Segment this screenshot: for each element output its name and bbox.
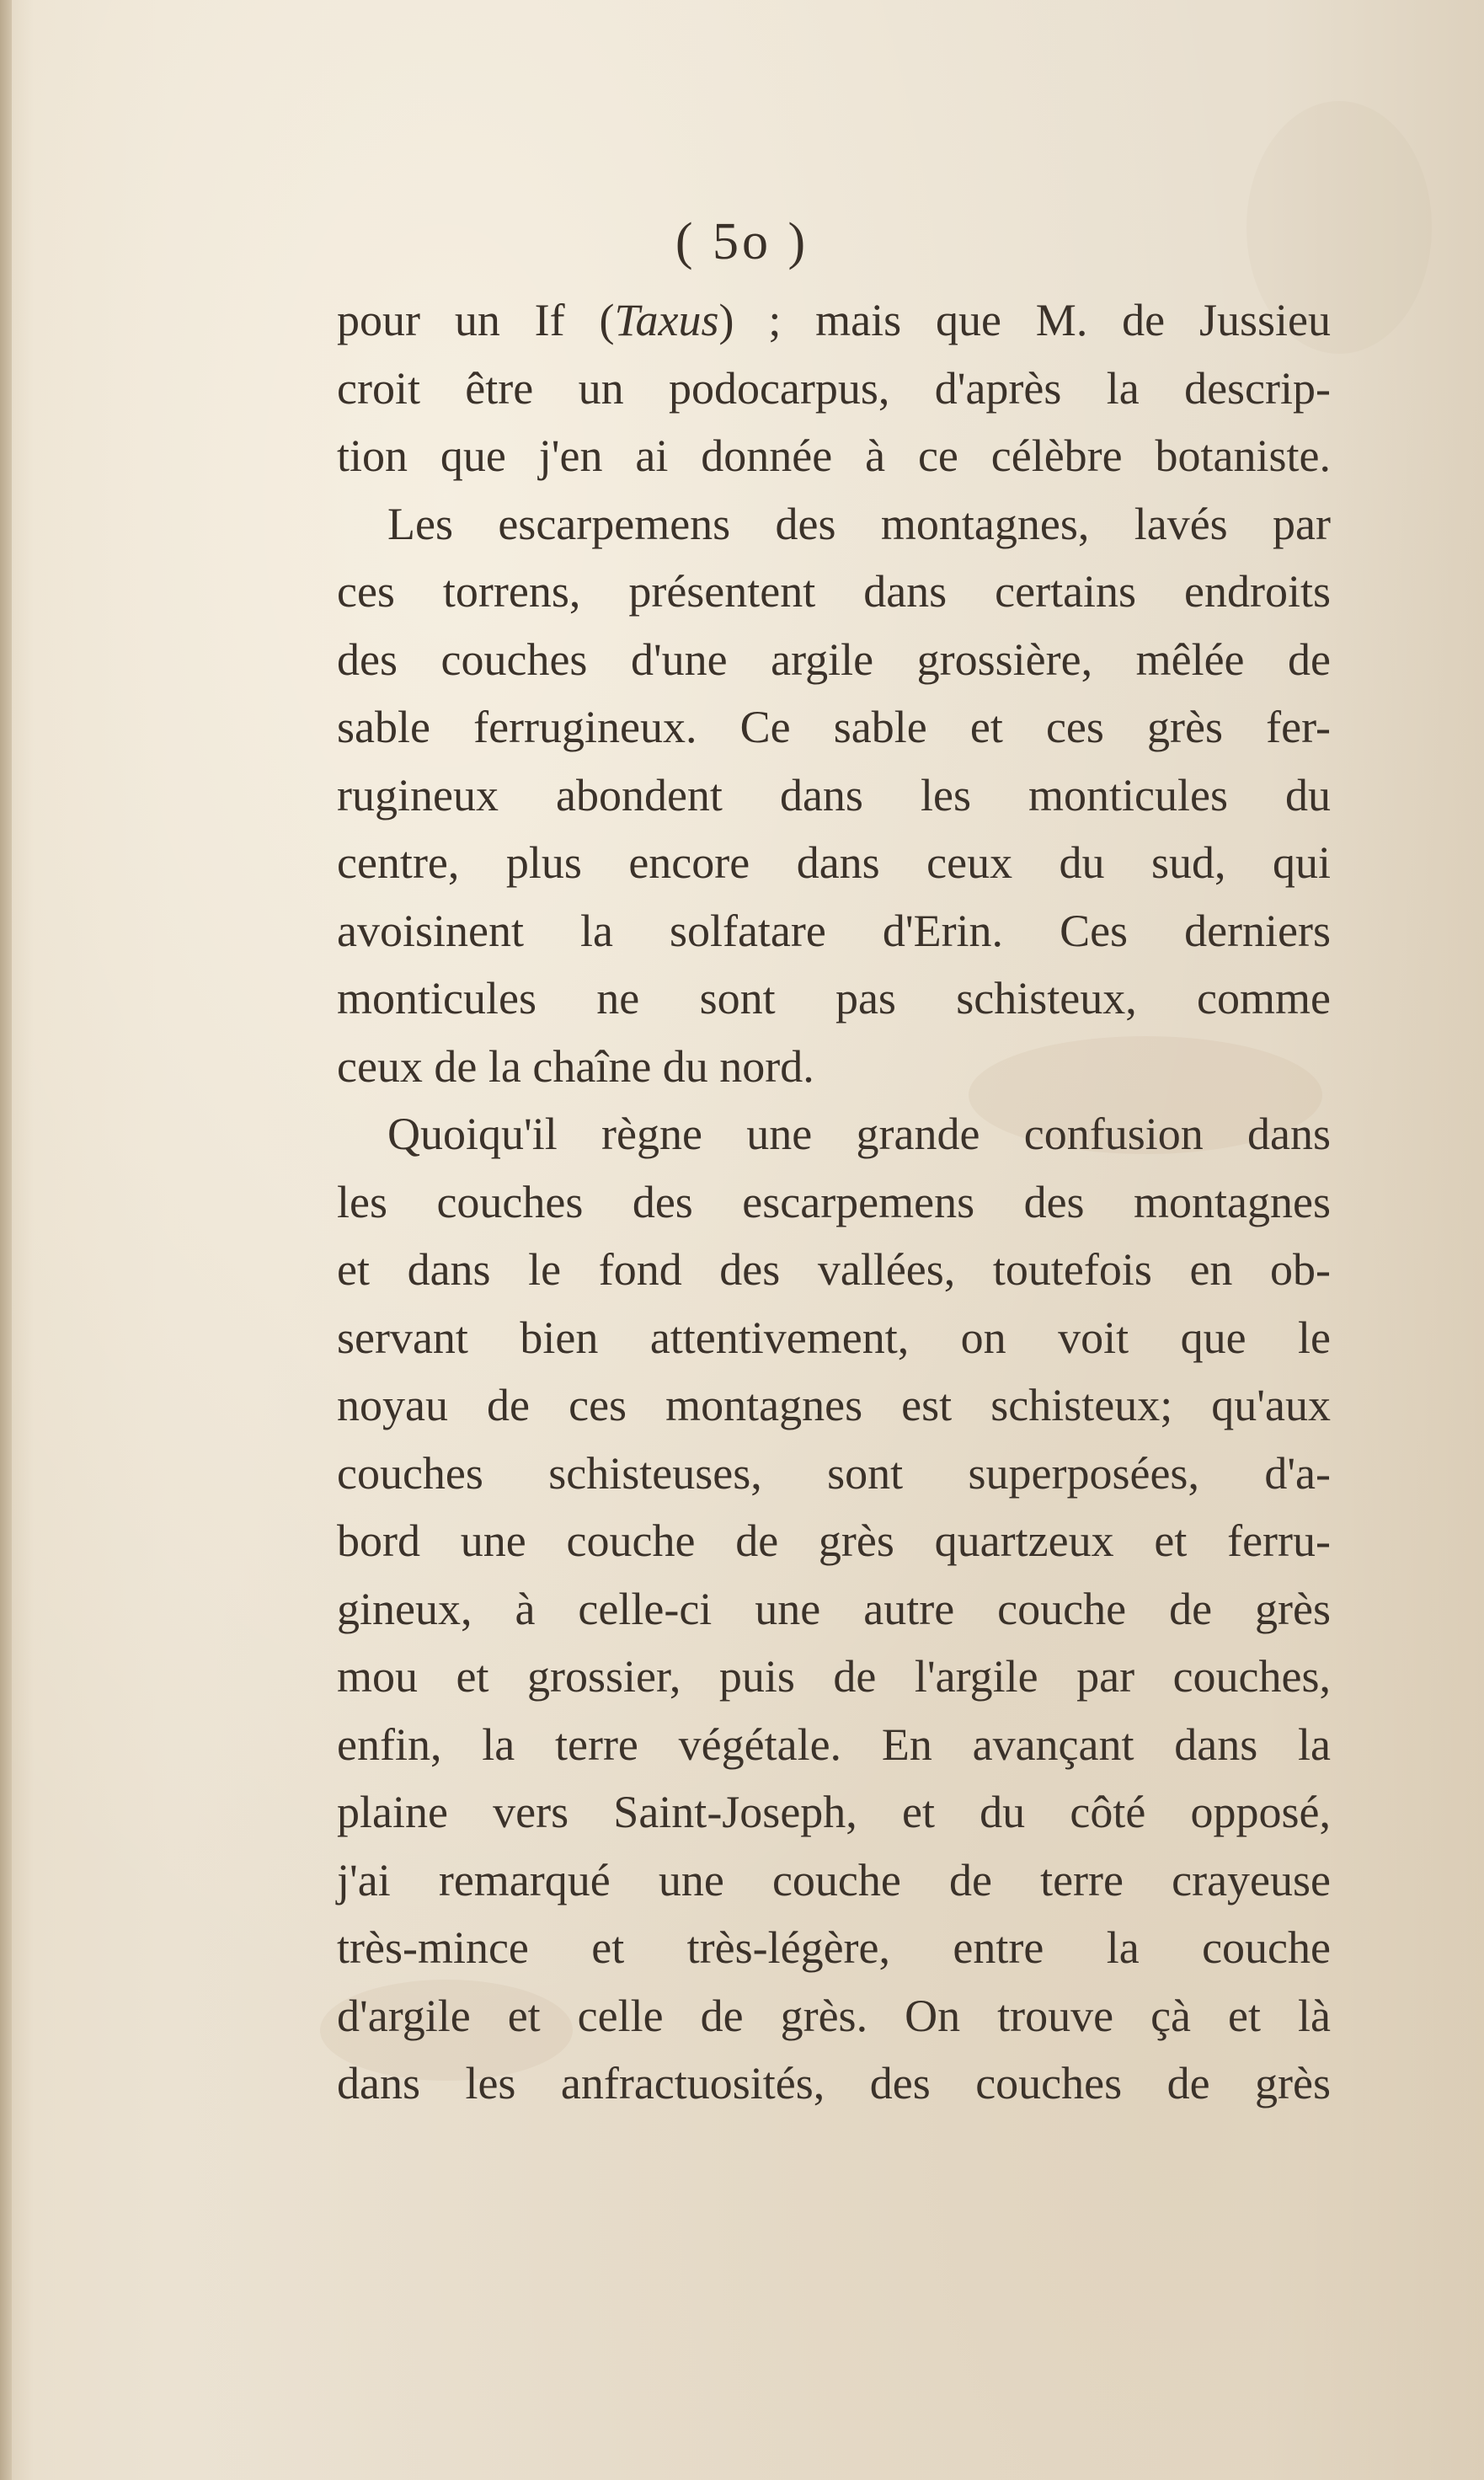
text-line: avoisinent la solfatare d'Erin. Ces derniers (337, 905, 1331, 956)
body-text (337, 286, 1331, 2118)
text-line: mou et grossier, puis de l'argile par couches, (337, 1651, 1331, 1702)
text-line: rugineux abondent dans les monticules du (337, 769, 1331, 820)
text-line: dans les anfractuosités, des couches de grès (337, 2058, 1331, 2109)
text-line: ceux de la chaîne du nord. (337, 1040, 814, 1092)
text-line: noyau de ces montagnes est schisteux; qu'aux (337, 1380, 1331, 1430)
text-line: des couches d'une argile grossière, mêlée de (337, 633, 1331, 685)
text-line: Quoiqu'il règne une grande confusion dans (387, 1109, 1331, 1159)
italic-term: Taxus (614, 295, 719, 345)
text-line: les couches des escarpemens des montagnes (337, 1176, 1331, 1227)
text-line: d'argile et celle de grès. On trouve çà et là (337, 1990, 1331, 2041)
text-line: ces torrens, présentent dans certains endroits (337, 566, 1331, 617)
text-line: enfin, la terre végétale. En avançant dans la (337, 1718, 1331, 1770)
text-line: j'ai remarqué une couche de terre crayeuse (337, 1854, 1331, 1905)
text-line: tion que j'en ai donnée à ce célèbre botaniste. (337, 430, 1331, 481)
text-line: couches schisteuses, sont superposées, d'a- (337, 1447, 1331, 1499)
text-line: très-mince et très-légère, entre la couche (337, 1922, 1331, 1973)
text-line: et dans le fond des vallées, toutefois en ob- (337, 1244, 1331, 1295)
text-line: servant bien attentivement, on voit que le (337, 1312, 1331, 1363)
page-binding-edge (0, 0, 12, 2480)
text-line: pour un If (Taxus) ; mais que M. de Jussieu (337, 295, 1331, 345)
text-line: sable ferrugineux. Ce sable et ces grès fer- (337, 702, 1331, 752)
text-line: centre, plus encore dans ceux du sud, qui (337, 837, 1331, 888)
text-line: croit être un podocarpus, d'après la descrip- (337, 362, 1331, 414)
page-number: ( 5o ) (675, 213, 809, 270)
text-line: Les escarpemens des montagnes, lavés par (387, 498, 1331, 549)
text-line: plaine vers Saint-Joseph, et du côté opposé, (337, 1787, 1331, 1837)
text-line: gineux, à celle-ci une autre couche de grès (337, 1583, 1331, 1634)
text-line: bord une couche de grès quartzeux et ferru- (337, 1515, 1331, 1566)
text-line: monticules ne sont pas schisteux, comme (337, 973, 1331, 1024)
